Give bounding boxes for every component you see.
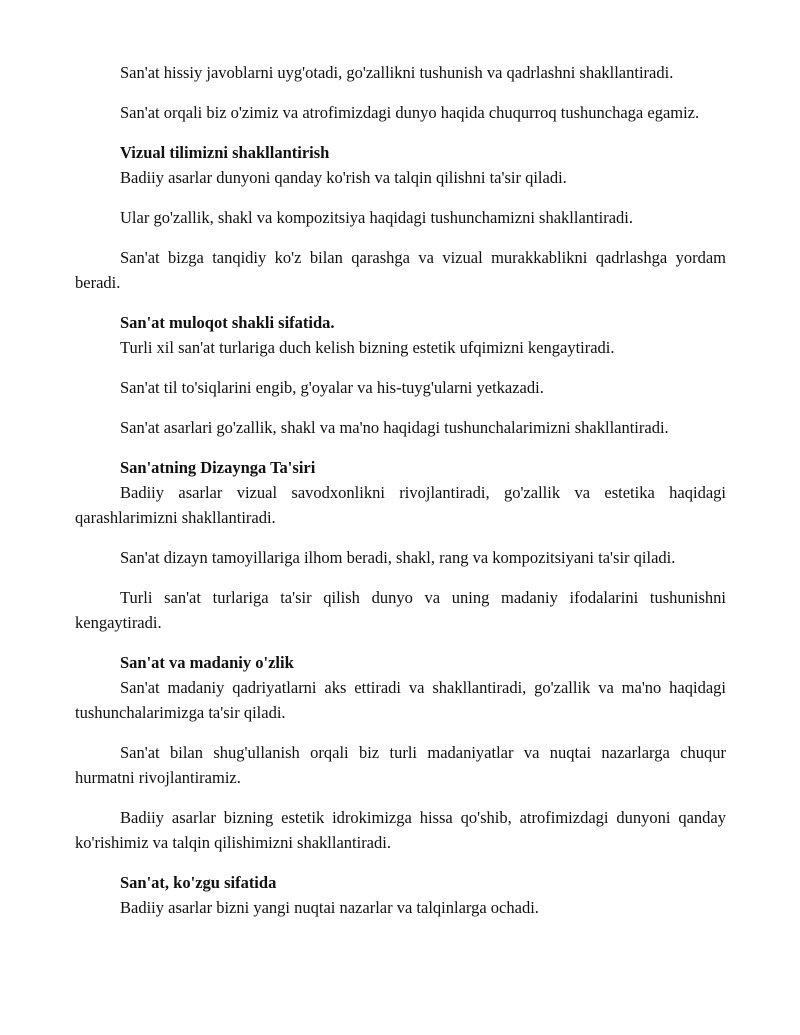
paragraph: Badiiy asarlar vizual savodxonlikni rivojlantiradi, go'zallik va estetika haqidagi qarashlarimizni shakllantiradi. (75, 483, 726, 527)
paragraph: Badiiy asarlar dunyoni qanday ko'rish va talqin qilishni ta'sir qiladi. (120, 168, 567, 187)
paragraph: San'at dizayn tamoyillariga ilhom beradi, shakl, rang va kompozitsiyani ta'sir qiladi. (120, 548, 676, 567)
paragraph: San'at asarlari go'zallik, shakl va ma'no haqidagi tushunchalarimizni shakllantiradi. (120, 418, 669, 437)
paragraph: Ular go'zallik, shakl va kompozitsiya haqidagi tushunchamizni shakllantiradi. (120, 208, 633, 227)
paragraph: Turli xil san'at turlariga duch kelish bizning estetik ufqimizni kengaytiradi. (120, 338, 615, 357)
section-heading: San'at, ko'zgu sifatida (120, 873, 277, 892)
paragraph: San'at bilan shug'ullanish orqali biz turli madaniyatlar va nuqtai nazarlarga chuqur hurmatni rivojlantiramiz. (75, 743, 726, 787)
paragraph: Badiiy asarlar bizning estetik idrokimizga hissa qo'shib, atrofimizdagi dunyoni qanday ko'rishimiz va talqin qilishimizni shakllantiradi. (75, 808, 726, 852)
paragraph: Turli san'at turlariga ta'sir qilish dunyo va uning madaniy ifodalarini tushunishni kengaytiradi. (75, 588, 726, 632)
paragraph: San'at orqali biz o'zimiz va atrofimizdagi dunyo haqida chuqurroq tushunchaga egamiz. (120, 103, 700, 122)
section-heading: Vizual tilimizni shakllantirish (120, 143, 330, 162)
section-heading: San'atning Dizaynga Ta'siri (120, 458, 316, 477)
paragraph: San'at hissiy javoblarni uyg'otadi, go'zallikni tushunish va qadrlashni shakllantiradi. (120, 63, 674, 82)
paragraph: San'at madaniy qadriyatlarni aks ettiradi va shakllantiradi, go'zallik va ma'no haqidagi tushunchalarimizga ta'sir qiladi. (75, 678, 726, 722)
document-page (75, 60, 726, 935)
paragraph: Badiiy asarlar bizni yangi nuqtai nazarlar va talqinlarga ochadi. (120, 898, 539, 917)
paragraph: San'at til to'siqlarini engib, g'oyalar va his-tuyg'ularni yetkazadi. (120, 378, 544, 397)
paragraph: San'at bizga tanqidiy ko'z bilan qarashga va vizual murakkablikni qadrlashga yordam beradi. (75, 248, 726, 292)
section-heading: San'at muloqot shakli sifatida. (120, 313, 335, 332)
section-heading: San'at va madaniy o'zlik (120, 653, 294, 672)
